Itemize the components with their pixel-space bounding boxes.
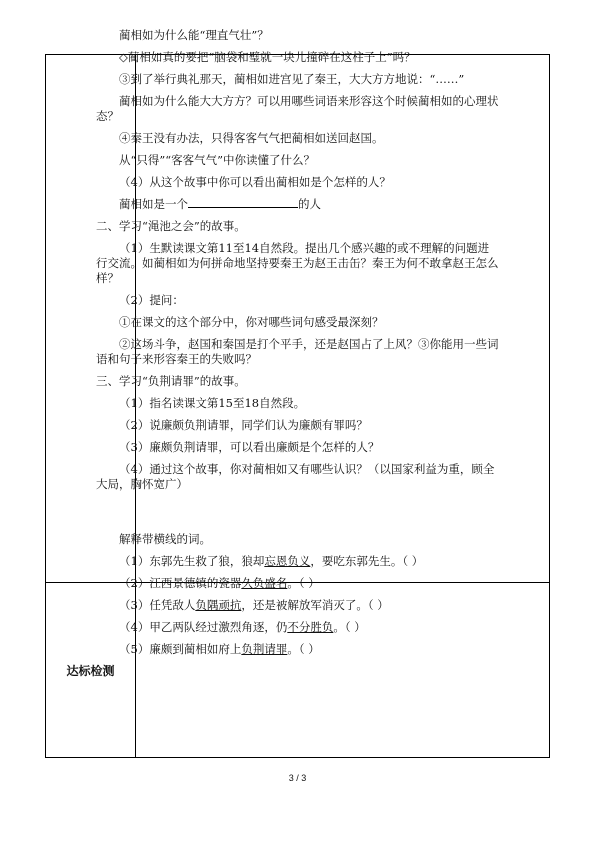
exercise-text: （1）东郭先生救了狼，狼却 <box>119 554 265 568</box>
answer-blank[interactable]: （ ） <box>344 620 366 634</box>
assessment-cell <box>96 532 500 664</box>
step-2-2: （2）提问： <box>119 293 184 307</box>
teaching-process-cell <box>96 28 500 499</box>
step-3-1: （1）指名读课文第15至18自然段。 <box>119 396 306 410</box>
exercise-text: ，要吃东郭先生。 <box>310 554 403 568</box>
exercise-text: （2）江西景德镇的瓷器 <box>119 576 242 590</box>
section-heading-3: 三、学习“负荆请罪”的故事。 <box>96 374 246 388</box>
question-1: 蔺相如为什么能“理直气壮”？ <box>119 28 269 42</box>
step-2-1: （1）生默读课文第11至14自然段。提出几个感兴趣的或不理解的问题进行交流。如蔺相如为何拼命地坚持要秦王为赵王击缶？秦王为何不敢拿赵王怎么样？ <box>96 241 499 285</box>
answer-blank[interactable]: （ ） <box>367 598 389 612</box>
section-heading-2: 二、学习“渑池之会”的故事。 <box>96 219 246 233</box>
exercise-text: （4）甲乙两队经过激烈角逐，仍 <box>119 620 288 634</box>
fill-in-line <box>96 197 500 212</box>
underlined-word: 久负盛名 <box>241 576 288 590</box>
exercise-item <box>96 642 500 657</box>
underlined-word: 负隅顽抗 <box>195 598 242 612</box>
exercise-item <box>96 620 500 635</box>
underlined-word: 负荆请罪 <box>241 642 288 656</box>
exercise-text: （5）廉颇到蔺相如府上 <box>119 642 242 656</box>
step-2-2-a: ①在课文的这个部分中，你对哪些词句感受最深刻？ <box>119 315 384 329</box>
section-label: 达标检测 <box>66 663 115 678</box>
step-3-2: （2）说廉颇负荆请罪，同学们认为廉颇有罪吗？ <box>119 418 368 432</box>
question-3: 蔺相如为什么能大大方方？可以用哪些词语来形容这个时候蔺相如的心理状态？ <box>96 94 499 123</box>
exercise-item <box>96 576 500 591</box>
step-3-4: （4）通过这个故事，你对蔺相如又有哪些认识？（以国家利益为重，顾全大局，胸怀宽广） <box>96 462 495 491</box>
quote-4: ④秦王没有办法，只得客客气气把蔺相如送回赵国。 <box>119 131 384 145</box>
answer-blank[interactable]: （ ） <box>298 576 320 590</box>
question-2: ◇蔺相如真的要把“脑袋和璧就一块儿撞碎在这柱子上”吗？ <box>119 50 416 64</box>
fill-in-suffix: 的人 <box>298 197 321 211</box>
exercise-text: 。 <box>287 576 299 590</box>
underlined-word: 忘恩负义 <box>264 554 311 568</box>
quote-3: ③到了举行典礼那天，蔺相如进宫见了秦王，大大方方地说：“……” <box>119 72 465 86</box>
assessment-intro: 解释带横线的词。 <box>119 532 211 546</box>
page-number: 3 / 3 <box>288 773 307 783</box>
exercise-text: 。 <box>333 620 345 634</box>
step-3-3: （3）廉颇负荆请罪，可以看出廉颇是个怎样的人？ <box>119 440 380 454</box>
exercise-item <box>96 554 500 569</box>
exercise-item <box>96 598 500 613</box>
answer-blank[interactable]: （ ） <box>298 642 320 656</box>
exercise-text: ，还是被解放军消灭了。 <box>241 598 368 612</box>
answer-blank[interactable]: （ ） <box>402 554 424 568</box>
exercise-text: （3）任凭敌人 <box>119 598 196 612</box>
fill-in-prefix: 蔺相如是一个 <box>119 197 188 211</box>
underlined-word: 不分胜负 <box>287 620 334 634</box>
fill-in-blank[interactable] <box>188 197 298 208</box>
exercise-text: 。 <box>287 642 299 656</box>
question-4: 从“只得”“客客气气”中你读懂了什么？ <box>119 153 316 167</box>
step-2-2-b: ②这场斗争，赵国和秦国是打个平手，还是赵国占了上风？③你能用一些词语和句子来形容秦王的失败吗？ <box>96 337 499 366</box>
question-5: （4）从这个故事中你可以看出蔺相如是个怎样的人？ <box>119 175 391 189</box>
